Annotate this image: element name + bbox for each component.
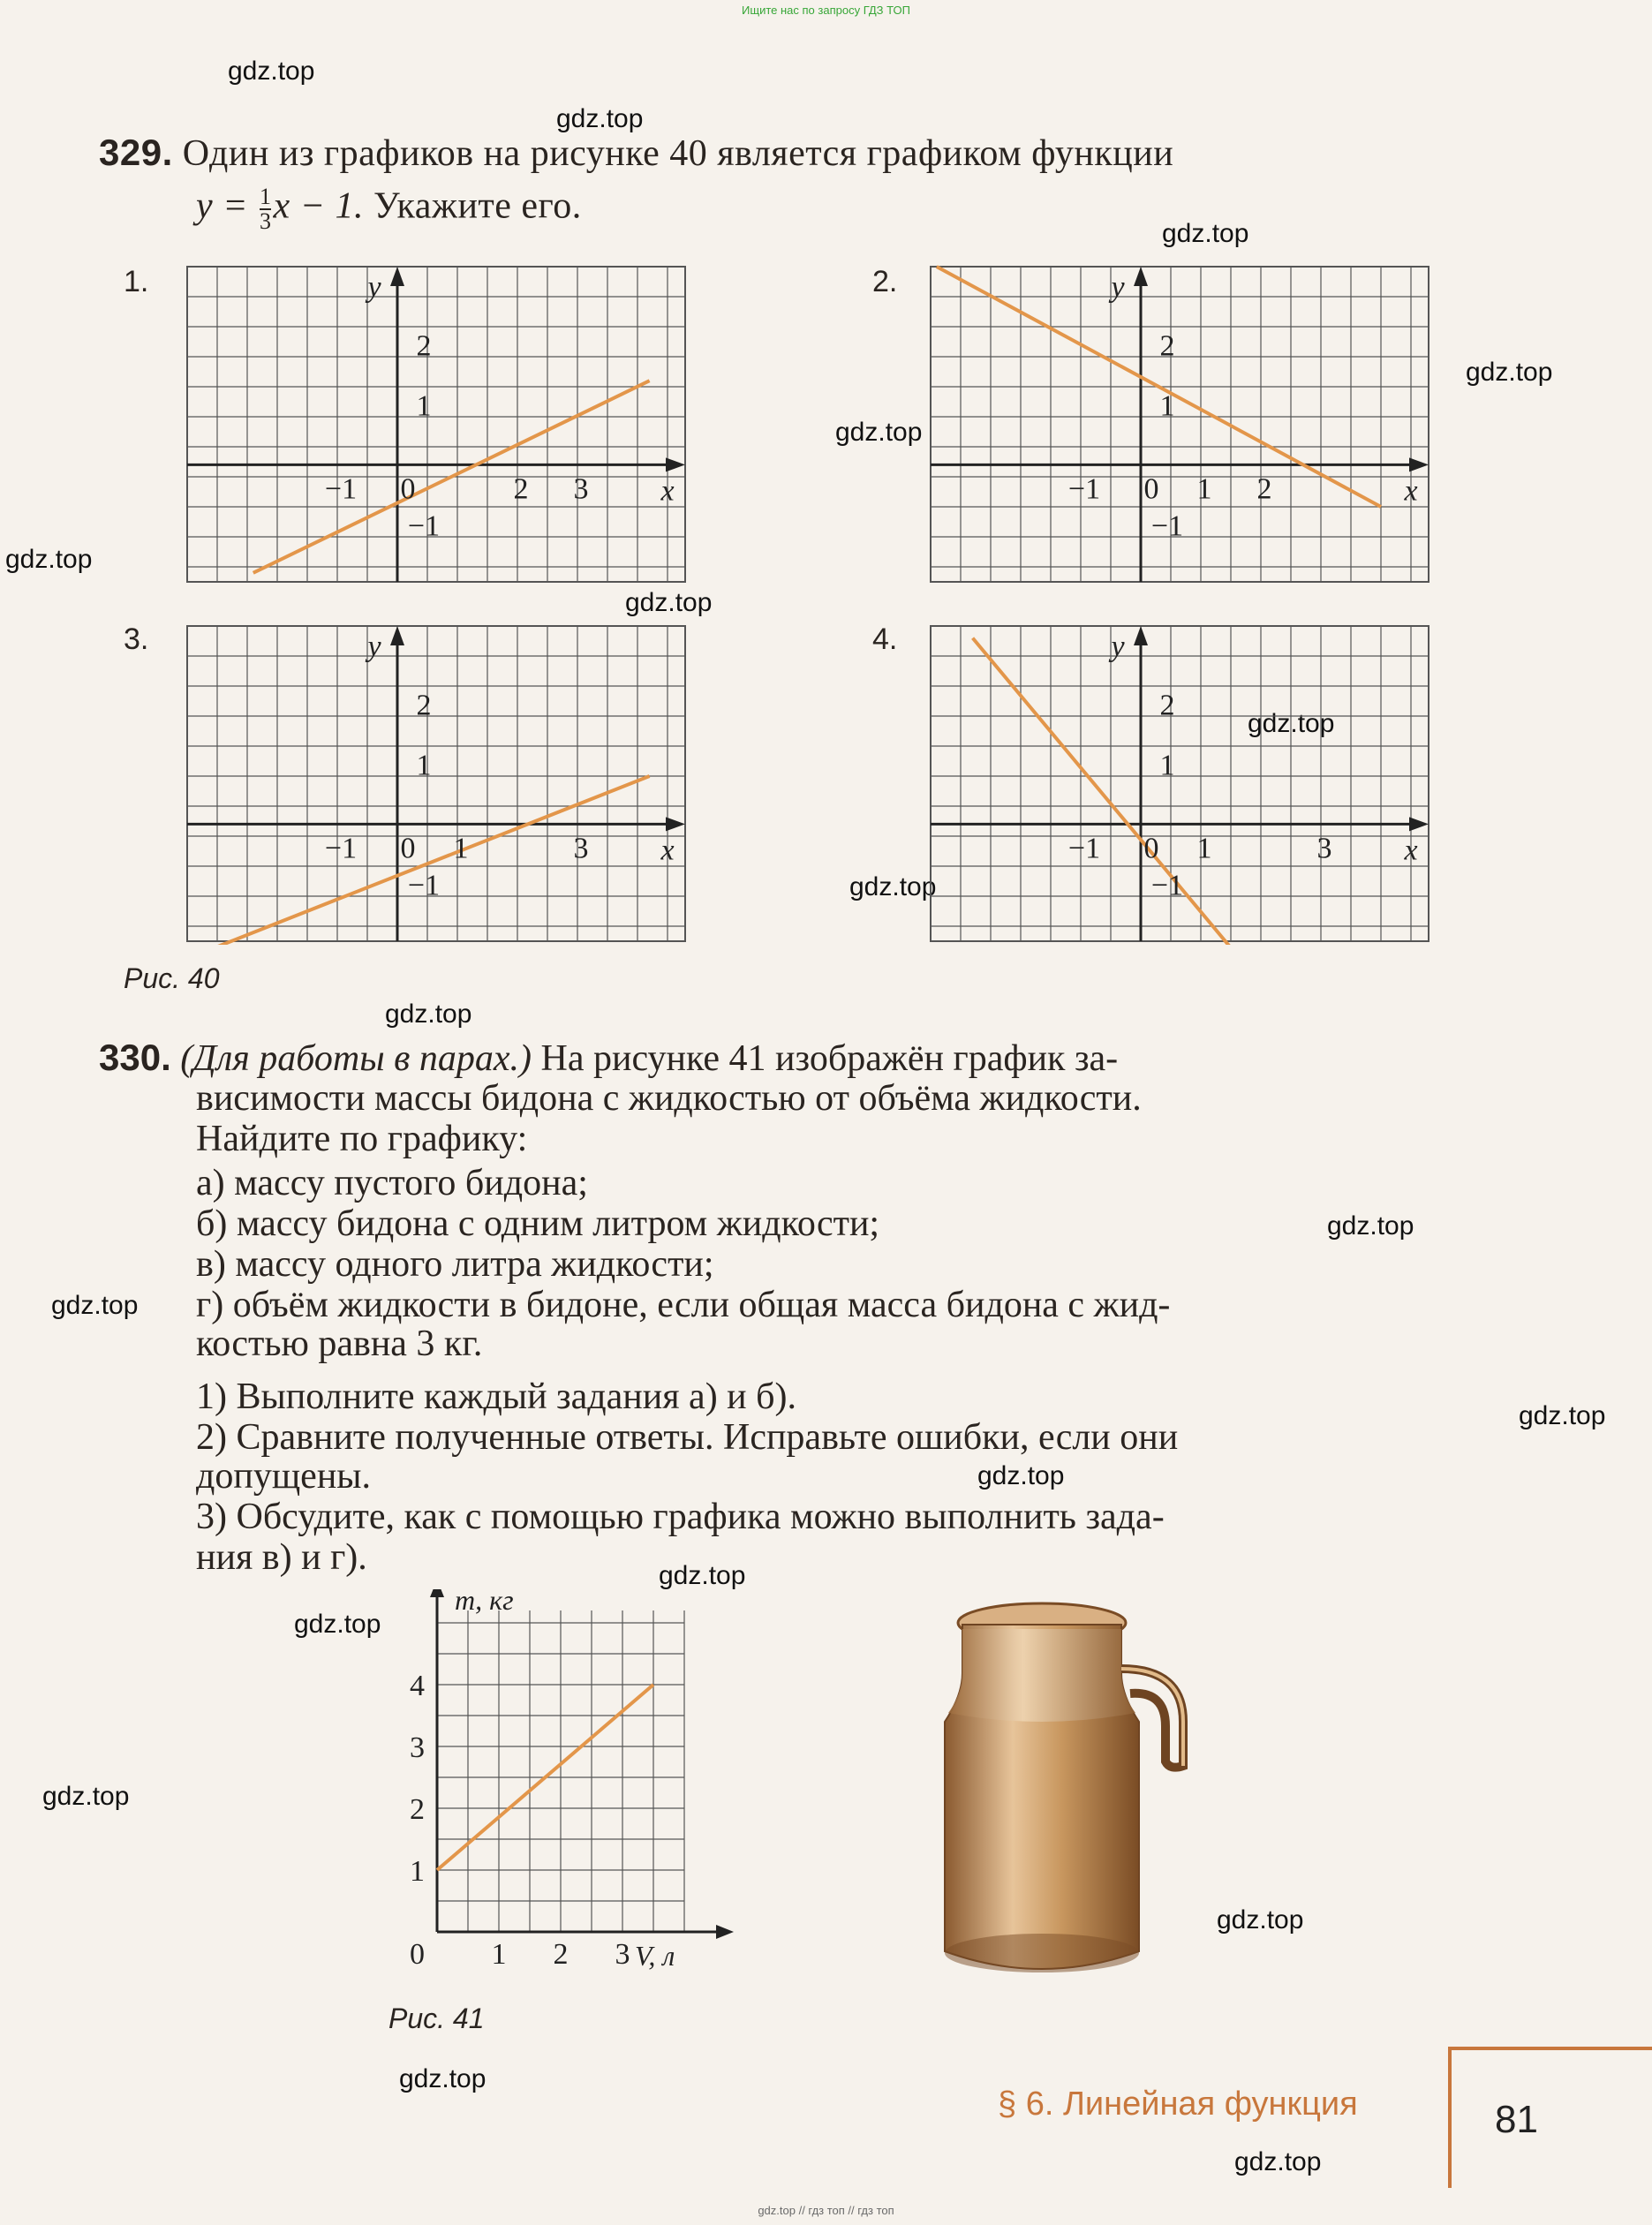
task-330-line1 xyxy=(99,1037,1476,1079)
graph-1 xyxy=(184,263,689,585)
x-tick-label: 0 xyxy=(1143,832,1159,865)
x-axis-label: x xyxy=(1404,474,1418,508)
watermark: gdz.top xyxy=(51,1291,139,1320)
y-axis-arrow xyxy=(1134,267,1148,286)
y-tick-label: −1 xyxy=(407,509,441,543)
x-tick-label: 2 xyxy=(553,1938,569,1971)
graph-3 xyxy=(184,622,689,945)
y-tick-label: 2 xyxy=(416,689,432,722)
fig41-caption: Рис. 41 xyxy=(388,2002,485,2034)
y-axis-label: y xyxy=(367,630,381,663)
watermark: gdz.top xyxy=(1519,1401,1606,1430)
x-tick-label: 0 xyxy=(400,832,416,865)
x-tick-label: −1 xyxy=(1067,832,1101,865)
y-tick-label: 1 xyxy=(416,389,432,423)
task-330-line2: висимости массы бидона с жидкостью от объёма жидкости. xyxy=(196,1078,1142,1119)
step-item: 1) Выполните каждый задания а) и б). xyxy=(196,1376,797,1417)
y-tick-label: 1 xyxy=(410,1855,425,1888)
step-item: 2) Сравните полученные ответы. Исправьте ошибки, если они xyxy=(196,1417,1179,1458)
y-axis-label: y xyxy=(1111,271,1125,304)
watermark: gdz.top xyxy=(385,999,472,1029)
y-axis-arrow xyxy=(1134,626,1148,645)
x-tick-label: 0 xyxy=(400,472,416,506)
watermark: gdz.top xyxy=(1466,358,1553,387)
watermark: gdz.top xyxy=(835,418,923,447)
watermark: gdz.top xyxy=(625,588,713,617)
step-item: ния в) и г). xyxy=(196,1537,367,1578)
x-axis-arrow xyxy=(716,1925,734,1939)
task-text: Один из графиков на рисунке 40 является графиком функции xyxy=(182,133,1174,174)
list-item: а) массу пустого бидона; xyxy=(196,1163,588,1203)
top-banner: Ищите нас по запросу ГДЗ ТОП xyxy=(742,4,910,17)
y-tick-label: 3 xyxy=(410,1731,425,1764)
origin-label: 0 xyxy=(410,1938,425,1971)
x-axis-arrow xyxy=(1409,457,1429,471)
list-item: б) массу бидона с одним литром жидкости; xyxy=(196,1203,880,1244)
step-item: допущены. xyxy=(196,1456,372,1497)
x-tick-label: −1 xyxy=(1067,472,1101,506)
y-tick-label: 1 xyxy=(1159,389,1175,423)
task-text: На рисунке 41 изображён график за- xyxy=(540,1038,1119,1079)
watermark: gdz.top xyxy=(1162,219,1249,248)
formula-rest: x − 1. xyxy=(273,185,364,227)
watermark: gdz.top xyxy=(5,545,93,574)
x-tick-label: 2 xyxy=(1256,472,1272,506)
x-tick-label: 2 xyxy=(513,472,529,506)
x-axis-arrow xyxy=(666,817,685,831)
graph-label-2: 2. xyxy=(872,265,898,298)
y-axis-label: m, кг xyxy=(455,1589,514,1616)
x-tick-label: 3 xyxy=(1316,832,1332,865)
watermark: gdz.top xyxy=(42,1782,130,1811)
fig40-caption: Рис. 40 xyxy=(124,962,220,994)
data-line xyxy=(973,638,1243,945)
y-axis-arrow xyxy=(390,626,404,645)
x-tick-label: 1 xyxy=(491,1938,507,1971)
y-tick-label: 2 xyxy=(410,1793,425,1826)
graph-label-1: 1. xyxy=(124,265,149,298)
x-tick-label: 1 xyxy=(1196,472,1212,506)
bottom-banner: gdz.top // гдз топ // гдз топ xyxy=(758,2204,894,2217)
x-tick-label: 1 xyxy=(453,832,469,865)
section-title: § 6. Линейная функция xyxy=(998,2085,1358,2123)
page-number: 81 xyxy=(1495,2098,1538,2141)
watermark: gdz.top xyxy=(228,57,315,86)
watermark: gdz.top xyxy=(1234,2147,1322,2176)
y-tick-label: 4 xyxy=(410,1670,425,1702)
task-number: 330. xyxy=(99,1037,171,1078)
y-tick-label: −1 xyxy=(1150,509,1184,543)
graph-label-4: 4. xyxy=(872,622,898,656)
x-tick-label: −1 xyxy=(324,472,358,506)
watermark: gdz.top xyxy=(849,872,937,901)
list-item: г) объём жидкости в бидоне, если общая масса бидона с жид- xyxy=(196,1285,1171,1325)
y-tick-label: 1 xyxy=(416,749,432,782)
y-tick-label: −1 xyxy=(407,869,441,902)
y-axis-label: y xyxy=(1111,630,1125,663)
task-italic: (Для работы в парах.) xyxy=(180,1038,532,1079)
y-axis-label: y xyxy=(367,271,381,304)
x-axis-arrow xyxy=(1409,817,1429,831)
formula-y: y = xyxy=(196,185,248,227)
x-tick-label: 1 xyxy=(1196,832,1212,865)
x-tick-label: −1 xyxy=(324,832,358,865)
x-axis-label: x xyxy=(660,833,675,867)
x-axis-label: V, л xyxy=(635,1940,675,1972)
fraction xyxy=(260,185,272,233)
x-tick-label: 3 xyxy=(615,1938,630,1971)
watermark: gdz.top xyxy=(556,104,644,133)
y-tick-label: 2 xyxy=(416,329,432,363)
watermark: gdz.top xyxy=(977,1461,1065,1490)
x-axis-arrow xyxy=(666,457,685,471)
footer-divider-top xyxy=(1448,2047,1652,2050)
list-item: в) массу одного литра жидкости; xyxy=(196,1244,714,1285)
frac-denominator: 3 xyxy=(259,208,272,234)
graph-2 xyxy=(927,263,1432,585)
x-tick-label: 3 xyxy=(573,832,589,865)
fig41-graph xyxy=(380,1589,777,1987)
y-tick-label: 2 xyxy=(1159,689,1175,722)
task-329-line1 xyxy=(99,132,1476,174)
x-tick-label: 0 xyxy=(1143,472,1159,506)
x-tick-label: 3 xyxy=(573,472,589,506)
watermark: gdz.top xyxy=(294,1610,381,1639)
list-item: костью равна 3 кг. xyxy=(196,1324,483,1364)
task-330-line3: Найдите по графику: xyxy=(196,1119,528,1159)
y-tick-label: 1 xyxy=(1159,749,1175,782)
watermark: gdz.top xyxy=(659,1561,746,1590)
y-tick-label: 2 xyxy=(1159,329,1175,363)
y-axis-arrow xyxy=(430,1589,444,1597)
task-number: 329. xyxy=(99,132,173,173)
footer-divider xyxy=(1448,2047,1452,2188)
watermark: gdz.top xyxy=(399,2064,487,2093)
graph-label-3: 3. xyxy=(124,622,149,656)
y-tick-label: −1 xyxy=(1150,869,1184,902)
milk-can-illustration xyxy=(909,1589,1192,1995)
watermark: gdz.top xyxy=(1327,1211,1414,1241)
graph-4 xyxy=(927,622,1432,945)
task-text: Укажите его. xyxy=(373,185,582,227)
watermark: gdz.top xyxy=(1248,709,1335,738)
task-329-formula xyxy=(196,185,902,233)
x-axis-label: x xyxy=(660,474,675,508)
step-item: 3) Обсудите, как с помощью графика можно выполнить зада- xyxy=(196,1497,1165,1537)
frac-numerator: 1 xyxy=(259,184,272,209)
y-axis-arrow xyxy=(390,267,404,286)
watermark: gdz.top xyxy=(1217,1905,1304,1935)
x-axis-label: x xyxy=(1404,833,1418,867)
